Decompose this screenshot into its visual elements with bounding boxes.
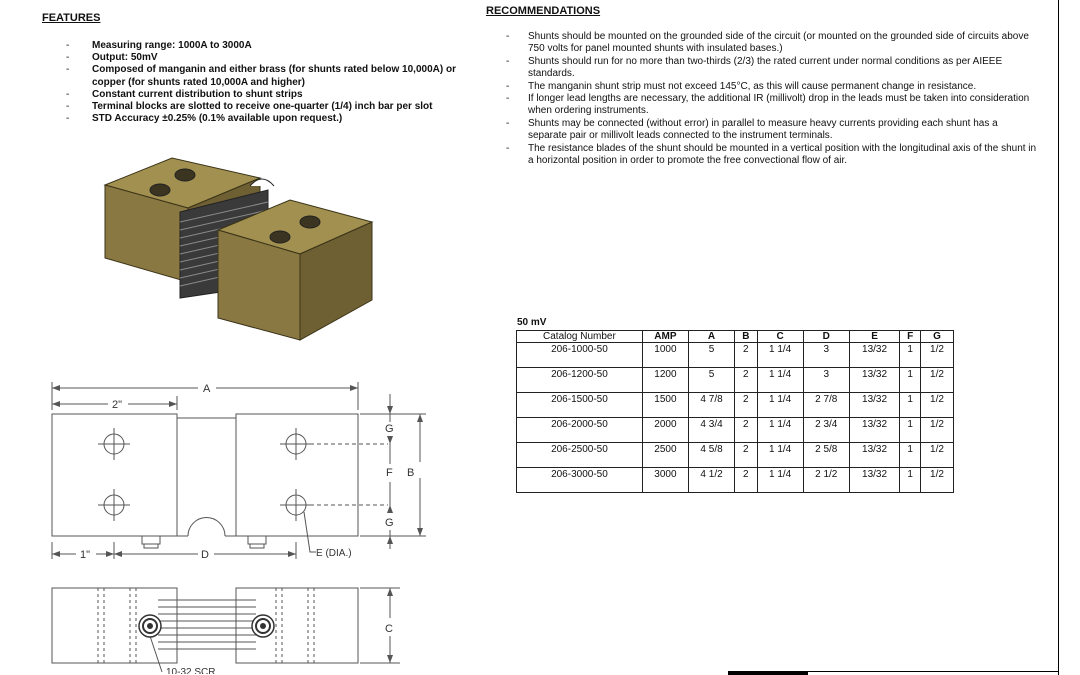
dim-label-f: F bbox=[386, 467, 393, 479]
dim-label-d: D bbox=[201, 549, 209, 561]
cell-g: 1/2 bbox=[920, 468, 953, 493]
terminal-screw-icon bbox=[139, 615, 161, 637]
cell-d: 2 7/8 bbox=[803, 393, 849, 418]
cell-catalog: 206-1200-50 bbox=[517, 368, 643, 393]
cell-e: 13/32 bbox=[849, 343, 900, 368]
cell-e: 13/32 bbox=[849, 368, 900, 393]
recommendation-item: - If longer lead lengths are necessary, the additional IR (millivolt) drop in the leads must be taken into consideration when ordering instruments. bbox=[506, 93, 1038, 118]
cell-catalog: 206-2000-50 bbox=[517, 418, 643, 443]
dimension-drawing bbox=[38, 374, 438, 674]
table-row bbox=[517, 368, 954, 393]
cell-f: 1 bbox=[900, 368, 921, 393]
cell-c: 1 1/4 bbox=[757, 343, 803, 368]
table-row bbox=[517, 393, 954, 418]
cell-b: 2 bbox=[735, 343, 757, 368]
mounting-hole bbox=[98, 489, 130, 521]
cell-b: 2 bbox=[735, 443, 757, 468]
table-row bbox=[517, 468, 954, 493]
cell-a: 4 3/4 bbox=[688, 418, 734, 443]
cell-catalog: 206-2500-50 bbox=[517, 443, 643, 468]
shunt-3d-illustration bbox=[100, 150, 390, 345]
feature-item: - Composed of manganin and either brass (for shunts rated below 10,000A) or copper (for shunts rated 10,000A and higher) bbox=[42, 64, 462, 88]
cell-g: 1/2 bbox=[920, 343, 953, 368]
table-row bbox=[517, 443, 954, 468]
dim-label-g-bottom: G bbox=[385, 517, 394, 529]
dim-label-c: C bbox=[385, 623, 393, 635]
feature-item: - STD Accuracy ±0.25% (0.1% available upon request.) bbox=[42, 113, 462, 125]
spec-table-title: 50 mV bbox=[517, 317, 547, 328]
cell-g: 1/2 bbox=[920, 443, 953, 468]
page-border-right bbox=[1058, 0, 1059, 675]
cell-catalog: 206-3000-50 bbox=[517, 468, 643, 493]
cell-f: 1 bbox=[900, 393, 921, 418]
cell-amp: 3000 bbox=[642, 468, 688, 493]
feature-item: - Constant current distribution to shunt strips bbox=[42, 89, 462, 101]
recommendation-item: - Shunts should be mounted on the grounded side of the circuit (or mounted on the grounded side of circuits above 750 volts for panel mounted shunts with insulated bases.) bbox=[506, 31, 1038, 56]
cell-a: 4 7/8 bbox=[688, 393, 734, 418]
cell-amp: 1500 bbox=[642, 393, 688, 418]
recommendations-list bbox=[506, 31, 1038, 167]
cell-e: 13/32 bbox=[849, 418, 900, 443]
cell-d: 2 5/8 bbox=[803, 443, 849, 468]
feature-item: - Terminal blocks are slotted to receive one-quarter (1/4) inch bar per slot bbox=[42, 101, 462, 113]
dim-label-2in: 2" bbox=[112, 399, 123, 411]
cell-amp: 2000 bbox=[642, 418, 688, 443]
cell-c: 1 1/4 bbox=[757, 468, 803, 493]
cell-d: 2 1/2 bbox=[803, 468, 849, 493]
recommendation-item: - The manganin shunt strip must not exceed 145°C, as this will cause permanent change in resistance. bbox=[506, 81, 1038, 93]
cell-amp: 2500 bbox=[642, 443, 688, 468]
cell-e: 13/32 bbox=[849, 443, 900, 468]
cell-c: 1 1/4 bbox=[757, 368, 803, 393]
cell-a: 4 1/2 bbox=[688, 468, 734, 493]
mounting-hole bbox=[98, 428, 130, 460]
top-view-right-block bbox=[236, 414, 358, 536]
cell-g: 1/2 bbox=[920, 418, 953, 443]
cell-catalog: 206-1000-50 bbox=[517, 343, 643, 368]
cell-b: 2 bbox=[735, 468, 757, 493]
col-header: B bbox=[735, 331, 757, 343]
title-block-line bbox=[808, 671, 1058, 672]
table-header-row bbox=[517, 331, 954, 343]
cell-g: 1/2 bbox=[920, 393, 953, 418]
col-header: A bbox=[688, 331, 734, 343]
title-block-bar bbox=[728, 671, 808, 675]
cell-amp: 1000 bbox=[642, 343, 688, 368]
cell-f: 1 bbox=[900, 443, 921, 468]
col-header: E bbox=[849, 331, 900, 343]
dim-label-g-top: G bbox=[385, 423, 394, 435]
col-header: C bbox=[757, 331, 803, 343]
cell-e: 13/32 bbox=[849, 468, 900, 493]
features-list bbox=[42, 40, 462, 125]
col-header: G bbox=[920, 331, 953, 343]
cell-c: 1 1/4 bbox=[757, 418, 803, 443]
cell-f: 1 bbox=[900, 418, 921, 443]
cell-c: 1 1/4 bbox=[757, 443, 803, 468]
dim-label-screw: 10-32 SCR bbox=[166, 667, 216, 674]
cell-a: 5 bbox=[688, 368, 734, 393]
cell-d: 3 bbox=[803, 368, 849, 393]
cell-c: 1 1/4 bbox=[757, 393, 803, 418]
terminal-screw-icon bbox=[252, 615, 274, 637]
cell-a: 5 bbox=[688, 343, 734, 368]
recommendation-item: - The resistance blades of the shunt should be mounted in a vertical position with the longitudinal axis of the shunt in a horizontal position in order to promote the free convectional flow of air. bbox=[506, 143, 1038, 168]
cell-g: 1/2 bbox=[920, 368, 953, 393]
cell-b: 2 bbox=[735, 418, 757, 443]
col-header: D bbox=[803, 331, 849, 343]
dim-label-1in: 1" bbox=[80, 549, 91, 561]
feature-item: - Measuring range: 1000A to 3000A bbox=[42, 40, 462, 52]
cell-amp: 1200 bbox=[642, 368, 688, 393]
cell-f: 1 bbox=[900, 343, 921, 368]
recommendations-heading: RECOMMENDATIONS bbox=[486, 5, 601, 17]
col-header: F bbox=[900, 331, 921, 343]
table-row bbox=[517, 343, 954, 368]
cell-a: 4 5/8 bbox=[688, 443, 734, 468]
cell-d: 3 bbox=[803, 343, 849, 368]
cell-b: 2 bbox=[735, 393, 757, 418]
feature-item: - Output: 50mV bbox=[42, 52, 462, 64]
dim-label-a: A bbox=[203, 383, 211, 395]
col-header: Catalog Number bbox=[517, 331, 643, 343]
col-header: AMP bbox=[642, 331, 688, 343]
cell-f: 1 bbox=[900, 468, 921, 493]
table-row bbox=[517, 418, 954, 443]
spec-table bbox=[516, 330, 954, 493]
cell-catalog: 206-1500-50 bbox=[517, 393, 643, 418]
recommendation-item: - Shunts should run for no more than two-thirds (2/3) the rated current under normal conditions as per AIEEE standards. bbox=[506, 56, 1038, 81]
cell-b: 2 bbox=[735, 368, 757, 393]
cell-e: 13/32 bbox=[849, 393, 900, 418]
recommendation-item: - Shunts may be connected (without error) in parallel to measure heavy currents providing each shunt has a separate pair or millivolt leads connected to the instrument terminals. bbox=[506, 118, 1038, 143]
dim-label-b: B bbox=[407, 467, 415, 479]
dim-label-e: E (DIA.) bbox=[316, 548, 352, 559]
cell-d: 2 3/4 bbox=[803, 418, 849, 443]
features-heading: FEATURES bbox=[42, 12, 101, 24]
